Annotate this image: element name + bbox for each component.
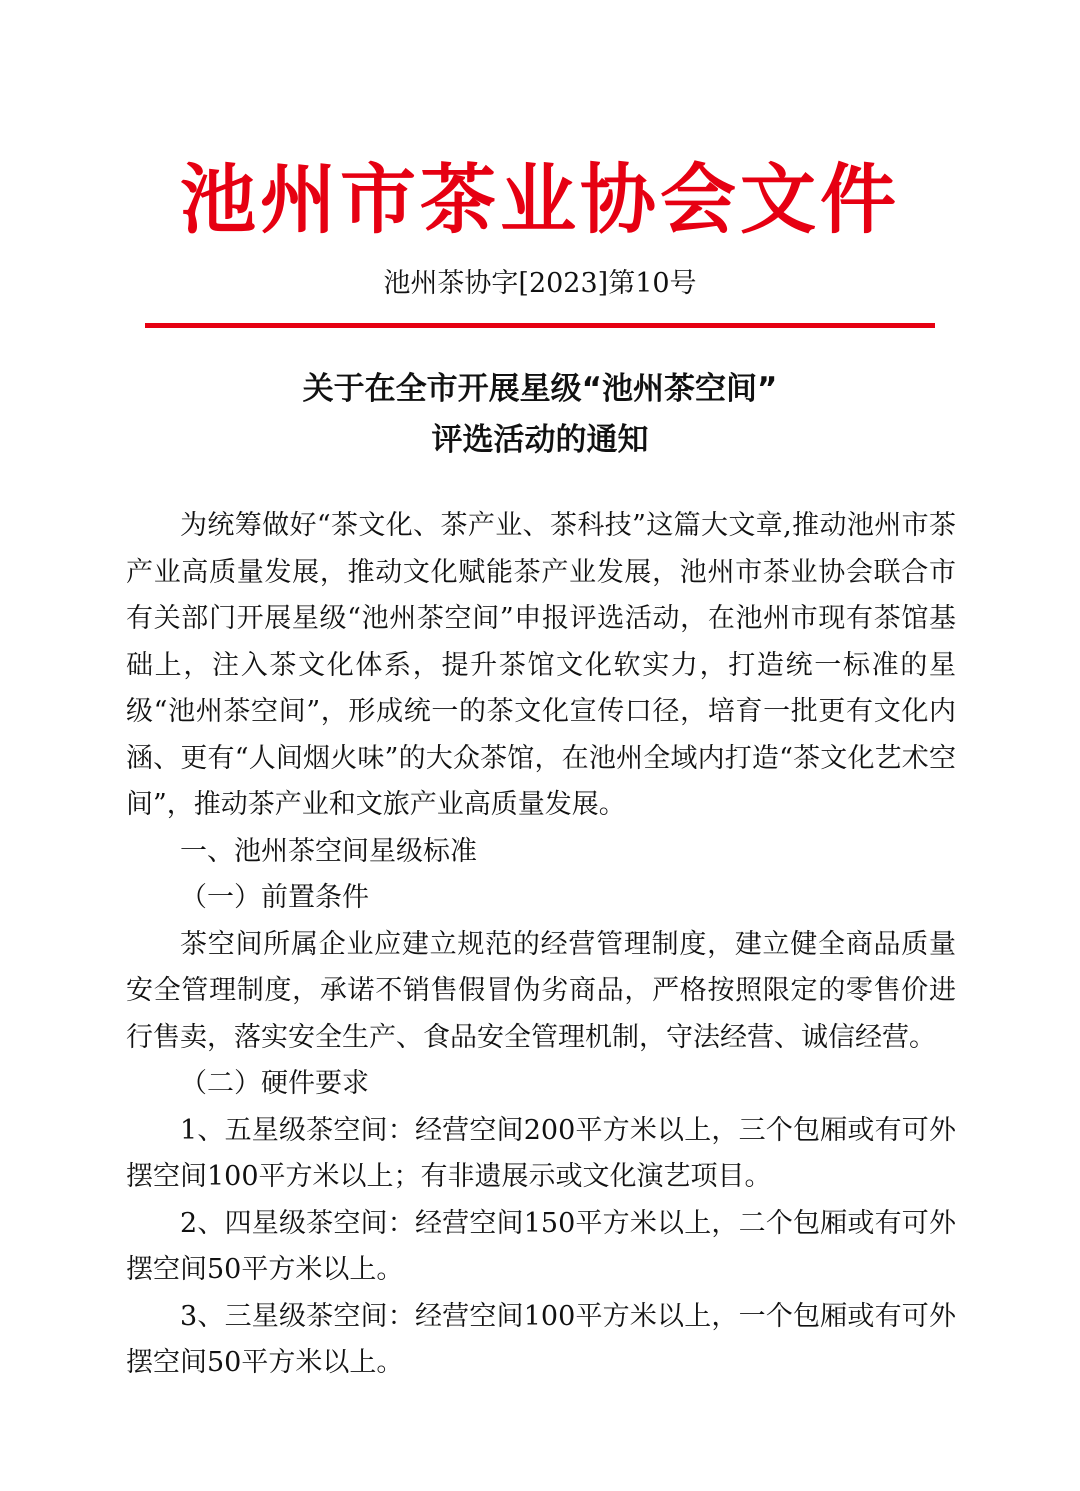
red-divider-line bbox=[145, 323, 935, 328]
preconditions-paragraph: 茶空间所属企业应建立规范的经营管理制度，建立健全商品质量安全管理制度，承诺不销售假冒伪劣商品，严格按照限定的零售价进行售卖，落实安全生产、食品安全管理机制，守法经营、诚信经营。 bbox=[126, 928, 956, 1053]
notice-title bbox=[0, 364, 1080, 466]
document-body bbox=[126, 503, 956, 1387]
three-star-requirement: 3、三星级茶空间：经营空间100平方米以上，一个包厢或有可外摆空间50平方米以上。 bbox=[126, 1300, 956, 1378]
document-number: 池州茶协字[2023]第10号 bbox=[383, 268, 697, 299]
notice-title-line-1: 关于在全市开展星级“池州茶空间” bbox=[302, 371, 778, 407]
subsection-heading-hardware: （二）硬件要求 bbox=[180, 1068, 369, 1099]
notice-title-line-2: 评选活动的通知 bbox=[431, 422, 649, 458]
intro-paragraph: 为统筹做好“茶文化、茶产业、茶科技”这篇大文章,推动池州市茶产业高质量发展，推动文化赋能茶产业发展，池州市茶业协会联合市有关部门开展星级“池州茶空间”申报评选活动，在池州市现有茶馆基础上，注入茶文化体系，提升茶馆文化软实力，打造统一标准的星级“池州茶空间”，形成统一的茶文化宣传口径，培育一批更有文化内涵、更有“人间烟火味”的大众茶馆，在池州全域内打造“茶文化艺术空间”，推动茶产业和文旅产业高质量发展。 bbox=[126, 510, 956, 820]
masthead-title: 池州市茶业协会文件 bbox=[180, 155, 900, 244]
five-star-requirement: 1、五星级茶空间：经营空间200平方米以上，三个包厢或有可外摆空间100平方米以上；有非遗展示或文化演艺项目。 bbox=[126, 1114, 956, 1192]
subsection-heading-preconditions: （一）前置条件 bbox=[180, 882, 369, 913]
four-star-requirement: 2、四星级茶空间：经营空间150平方米以上，二个包厢或有可外摆空间50平方米以上。 bbox=[126, 1207, 956, 1285]
section-heading-standards: 一、池州茶空间星级标准 bbox=[180, 835, 477, 867]
